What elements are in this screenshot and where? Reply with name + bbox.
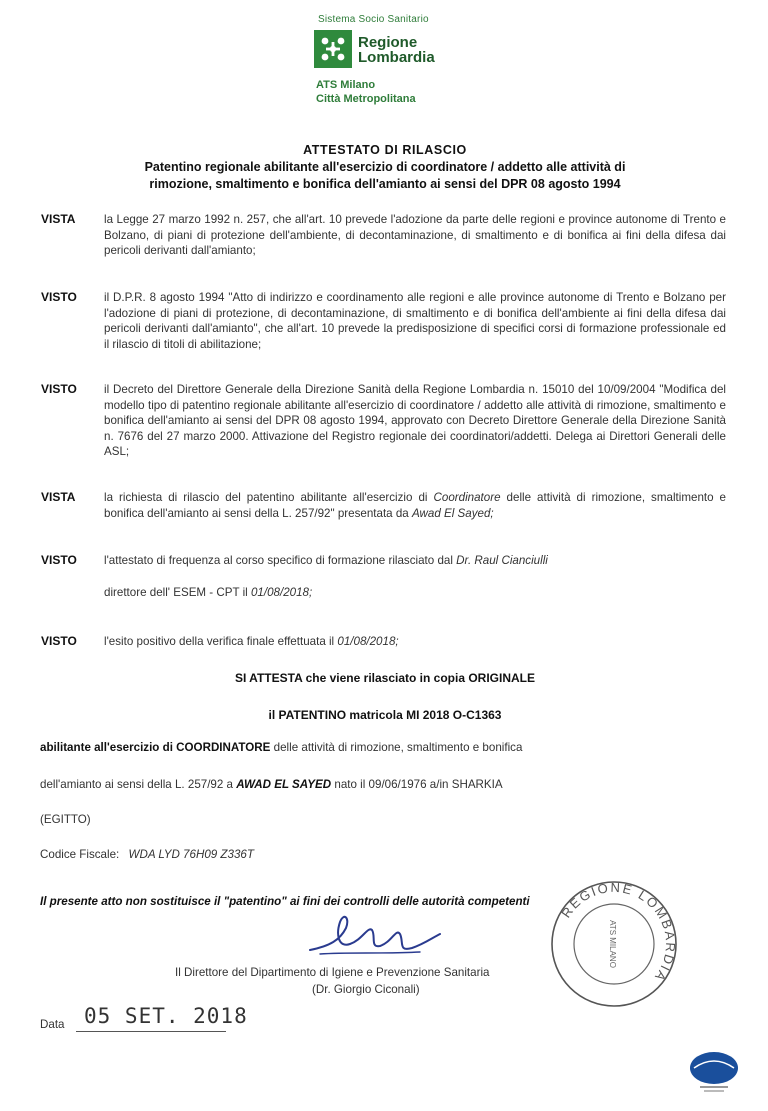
clause-text xyxy=(104,634,726,650)
holder-name: AWAD EL SAYED xyxy=(236,778,332,791)
clause-label: VISTO xyxy=(41,553,77,567)
official-stamp xyxy=(548,878,680,1010)
disclaimer: Il presente atto non sostituisce il "patentino" ai fini dei controlli delle autorità competenti xyxy=(40,895,530,908)
license-number: il PATENTINO matricola MI 2018 O-C1363 xyxy=(268,708,502,722)
svg-text:REGIONE LOMBARDIA xyxy=(558,880,678,985)
qualification-line2 xyxy=(40,778,503,791)
qualification-suffix: delle attività di rimozione, smaltimento e bonifica xyxy=(273,741,523,754)
clause-label: VISTA xyxy=(41,490,76,504)
agency-name xyxy=(316,78,416,106)
clause-label: VISTO xyxy=(41,290,77,304)
clause-text xyxy=(104,490,726,521)
clause-text: il D.P.R. 8 agosto 1994 "Atto di indirizzo e coordinamento alle regioni e alle province autonome di Trento e Bolzano per l'adozione di piani di protezione, di decontaminazione, di smaltimento e di bonifica dell'ambiente ai fini della difesa dai pericoli derivanti dall'amianto", che all'art. 10 prevede la predisposizione di specifici corsi di formazione professionale ed il rilascio di titoli di abilitazione; xyxy=(104,291,726,351)
applicant-name: Awad El Sayed; xyxy=(411,506,494,520)
clause-text-part: direttore dell' ESEM - CPT il xyxy=(104,586,248,599)
stamp-text: REGIONE LOMBARDIA xyxy=(558,879,679,986)
holder-birth: nato il 09/06/1976 a/in SHARKIA xyxy=(334,778,503,791)
header-system-label: Sistema Socio Sanitario xyxy=(318,14,429,25)
signer-name: (Dr. Giorgio Ciconali) xyxy=(312,983,420,996)
handwritten-signature xyxy=(300,898,450,966)
clause-role: Coordinatore xyxy=(433,491,501,504)
stamp-inner-text: ATS MILANO xyxy=(608,920,617,968)
org-name-line2: Lombardia xyxy=(358,49,435,66)
date-label: Data xyxy=(40,1018,65,1031)
course-director-name: Dr. Raul Cianciulli xyxy=(456,554,548,567)
qualification-line1 xyxy=(40,741,522,754)
date-stamp: 05 SET. 2018 xyxy=(84,1004,248,1028)
org-name xyxy=(358,35,435,65)
clause-text: il Decreto del Direttore Generale della Direzione Sanità della Regione Lombardia n. 15010 del 10/09/2004 "Modifica del modello tipo di patentino regionale abilitante all'esercizio di coordinatore / addetto alle attività di rimozione, smaltimento e bonifica dell'amianto ai sensi del DPR 08 agosto 1994, approvato con Decreto Direttore Generale della Direzione Sanità n. 7676 del 27 marzo 2000. Attivazione del Registro regionale dei coordinatori/addetti. Delega ai Direttori Generali delle ASL; xyxy=(104,383,726,459)
agency-line1: ATS Milano xyxy=(316,79,376,91)
tax-code-label: Codice Fiscale: xyxy=(40,848,120,861)
clause-text-part: l'attestato di frequenza al corso specifico di formazione rilasciato dal xyxy=(104,554,453,567)
tax-code-row xyxy=(40,848,254,861)
clause-text-continued xyxy=(104,585,726,601)
org-name-line1: Regione xyxy=(358,34,418,51)
signer-role: Il Direttore del Dipartimento di Igiene e Prevenzione Sanitaria xyxy=(175,966,490,979)
qualification-prefix: abilitante all'esercizio di xyxy=(40,741,173,754)
tax-code-value: WDA LYD 76H09 Z336T xyxy=(128,848,254,861)
clause-text-part: l'esito positivo della verifica finale effettuata il xyxy=(104,635,335,648)
clause-label: VISTO xyxy=(41,634,77,648)
qualification-role: COORDINATORE xyxy=(176,741,271,754)
accreditation-logo-icon xyxy=(684,1032,748,1096)
clause-text xyxy=(104,553,726,569)
clause-text-part: delle attività di rimozione, smaltimento e bonifica dell'amianto ai sensi della L. 257/92" presentata da xyxy=(104,491,727,520)
agency-line2: Città Metropolitana xyxy=(316,93,416,105)
clause-text-part: la richiesta di rilascio del patentino abilitante all'esercizio di xyxy=(104,491,428,504)
exam-date: 01/08/2018; xyxy=(337,635,399,648)
clause-text: la Legge 27 marzo 1992 n. 257, che all'art. 10 prevede l'adozione da parte delle regioni e province autonome di Trento e Bolzano, di piani di protezione dell'ambiente, di decontaminazione, di smaltimento e di bonifica ai fini della difesa dai pericoli derivanti dall'amianto; xyxy=(104,213,726,258)
clause-label: VISTO xyxy=(41,382,77,396)
holder-country: (EGITTO) xyxy=(40,813,91,826)
document-subtitle-line1: Patentino regionale abilitante all'esercizio di coordinatore / addetto alle attività di xyxy=(144,160,626,174)
attestation-statement: SI ATTESTA che viene rilasciato in copia ORIGINALE xyxy=(234,671,536,685)
document-subtitle-line2: rimozione, smaltimento e bonifica dell'amianto ai sensi del DPR 08 agosto 1994 xyxy=(149,177,621,191)
date-underline xyxy=(76,1031,226,1032)
clause-label: VISTA xyxy=(41,212,76,226)
regione-lombardia-logo-icon xyxy=(314,30,352,68)
qualification-line2-prefix: dell'amianto ai sensi della L. 257/92 a xyxy=(40,778,233,791)
document-title: ATTESTATO DI RILASCIO xyxy=(303,143,467,157)
course-date: 01/08/2018; xyxy=(250,586,313,599)
